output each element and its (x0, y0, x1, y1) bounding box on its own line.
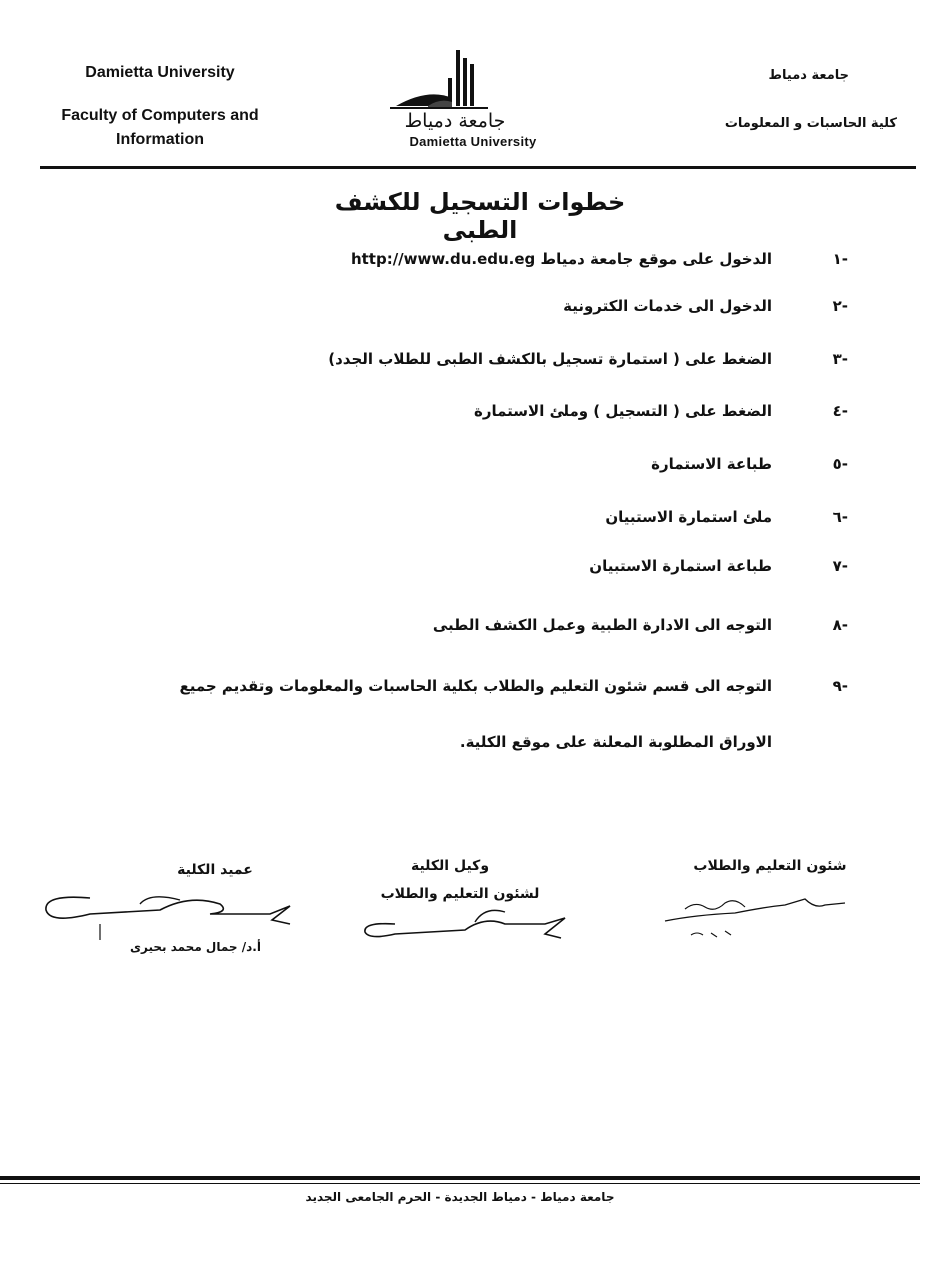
step-number: -٦ (832, 508, 848, 526)
logo-text-en: Damietta University (409, 134, 537, 149)
page-title: خطوات التسجيل للكشف الطبى (334, 188, 626, 244)
step-number: -٩ (832, 677, 848, 695)
vice-dean-signature (355, 900, 575, 950)
step-text: طباعة استمارة الاستبيان (589, 557, 772, 575)
footer-address: جامعة دمياط - دمياط الجديدة - الحرم الجامعى الجديد (305, 1190, 615, 1204)
header-divider (40, 166, 916, 169)
step-text: الدخول الى خدمات الكترونية (563, 297, 772, 315)
dean-signature (40, 884, 300, 944)
step-number: -٤ (832, 402, 848, 420)
student-affairs-title: شئون التعليم والطلاب (693, 858, 847, 874)
footer-divider-thin (0, 1183, 920, 1184)
step-text: ملئ استمارة الاستبيان (605, 508, 772, 526)
vice-dean-subtitle: لشئون التعليم والطلاب (380, 886, 540, 902)
step-number: -٨ (832, 616, 848, 634)
dean-name: أ.د/ جمال محمد بحيرى (130, 940, 261, 954)
faculty-name-en: Faculty of Computers and Information (61, 107, 259, 148)
dean-title: عميد الكلية (177, 862, 253, 878)
footer-divider-thick (0, 1176, 920, 1180)
step-number: -٥ (832, 455, 848, 473)
step-number: -٢ (832, 297, 848, 315)
university-name-en: Damietta University (85, 64, 235, 81)
logo-text-ar: جامعة دمياط (404, 110, 506, 132)
step-number: -٣ (832, 350, 848, 368)
student-affairs-signature (655, 885, 865, 945)
step-number: -٧ (832, 557, 848, 575)
step-text: طباعة الاستمارة (651, 455, 772, 473)
step-text: الدخول على موقع جامعة دمياط http://www.du.edu.eg (350, 250, 772, 268)
faculty-name-ar: كلية الحاسبات و المعلومات (724, 116, 897, 131)
step-text: التوجه الى قسم شئون التعليم والطلاب بكلية الحاسبات والمعلومات وتقديم جميع الاوراق المطلوبة المعلنة على موقع الكلية. (179, 677, 772, 751)
step-number: -١ (832, 250, 848, 268)
step-text: الضغط على ( استمارة تسجيل بالكشف الطبى للطلاب الجدد) (328, 350, 772, 368)
vice-dean-title: وكيل الكلية (410, 858, 490, 874)
university-name-ar: جامعة دمياط (768, 68, 849, 83)
step-text: التوجه الى الادارة الطبية وعمل الكشف الطبى (432, 616, 772, 634)
step-text: الضغط على ( التسجيل ) وملئ الاستمارة (473, 402, 772, 420)
